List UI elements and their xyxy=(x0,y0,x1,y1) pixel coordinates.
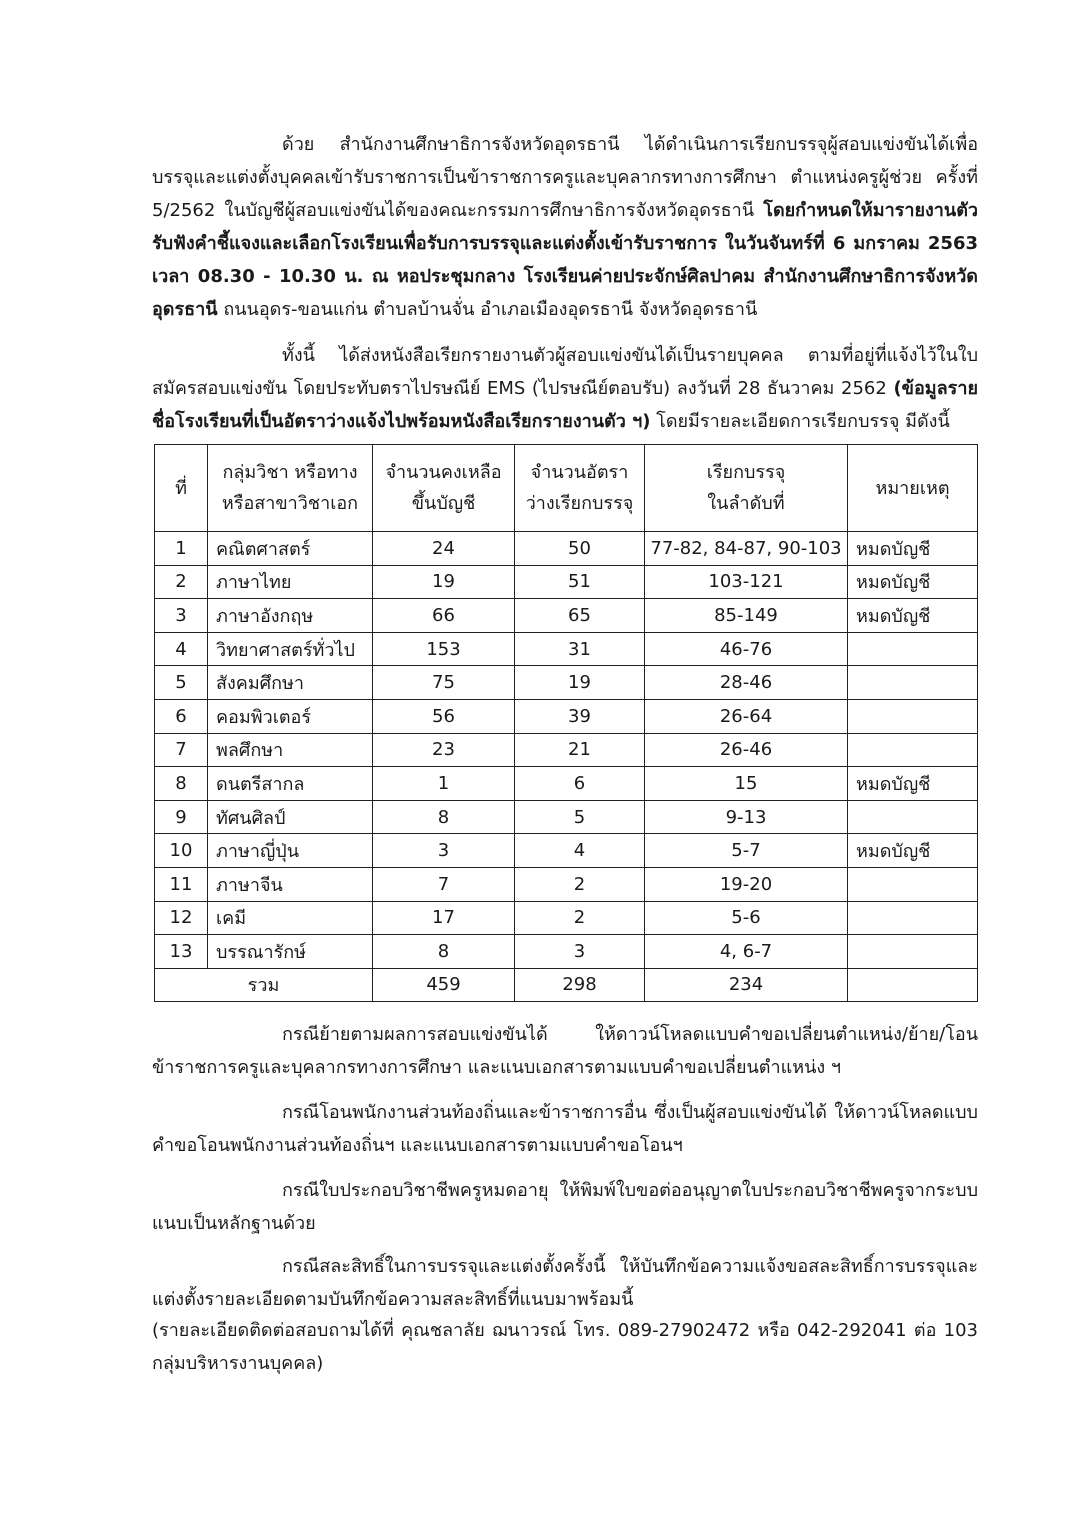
paragraph-notice-sent xyxy=(152,339,978,438)
cell-note: หมดบัญชี xyxy=(848,599,978,633)
header-order: เรียกบรรจุ ในลำดับที่ xyxy=(645,445,848,532)
cell-subject: คอมพิวเตอร์ xyxy=(208,699,373,733)
cell-subject: บรรณารักษ์ xyxy=(208,935,373,969)
cell-vacancies: 6 xyxy=(515,767,645,801)
cell-vacancies: 4 xyxy=(515,834,645,868)
table-row xyxy=(155,532,978,566)
cell-remaining: 19 xyxy=(373,565,515,599)
paragraph-contact xyxy=(152,1314,978,1380)
total-order: 234 xyxy=(645,968,848,1001)
cell-note: หมดบัญชี xyxy=(848,834,978,868)
cell-order: 103-121 xyxy=(645,565,848,599)
cell-note xyxy=(848,666,978,700)
cell-note xyxy=(848,867,978,901)
total-label: รวม xyxy=(155,968,373,1001)
cell-no: 5 xyxy=(155,666,208,700)
header-note: หมายเหตุ xyxy=(848,445,978,532)
cell-note xyxy=(848,733,978,767)
announcement-address: ถนนอุดร-ขอนแก่น ตำบลบ้านจั่น อำเภอเมืองอุดรธานี จังหวัดอุดรธานี xyxy=(223,299,758,320)
cell-subject: คณิตศาสตร์ xyxy=(208,532,373,566)
cell-subject: ดนตรีสากล xyxy=(208,767,373,801)
cell-no: 10 xyxy=(155,834,208,868)
cell-vacancies: 3 xyxy=(515,935,645,969)
header-subject: กลุ่มวิชา หรือทาง หรือสาขาวิชาเอก xyxy=(208,445,373,532)
cell-remaining: 8 xyxy=(373,935,515,969)
cell-vacancies: 50 xyxy=(515,532,645,566)
cell-subject: เคมี xyxy=(208,901,373,935)
cell-remaining: 7 xyxy=(373,867,515,901)
allocation-table xyxy=(154,444,978,1002)
contact-text: (รายละเอียดติดต่อสอบถามได้ที่ คุณชลาลัย ฌนาวรณ์ โทร. 089-27902472 หรือ 042-292041 ต่อ 103 กลุ่มบริหารงานบุคคล) xyxy=(152,1320,978,1374)
cell-subject: ภาษาญี่ปุ่น xyxy=(208,834,373,868)
paragraph-local-staff xyxy=(152,1096,978,1162)
cell-order: 19-20 xyxy=(645,867,848,901)
cell-note xyxy=(848,800,978,834)
announcement-text: ด้วย สำนักงานศึกษาธิการจังหวัดอุดรธานี ได้ดำเนินการเรียกบรรจุผู้สอบแข่งขันได้เพื่อบรรจุและแต่งตั้งบุคคลเข้ารับราชการเป็นข้าราชการครูและบุคลากรทางการศึกษา ตำแหน่งครูผู้ช่วย ครั้งที่ 5/2562 ในบัญชีผู้สอบแข่งขันได้ของคณะกรรมการศึกษาธิการจังหวัดอุดรธานี xyxy=(152,134,978,221)
cell-no: 2 xyxy=(155,565,208,599)
table-row xyxy=(155,699,978,733)
cell-order: 46-76 xyxy=(645,632,848,666)
table-total-row xyxy=(155,968,978,1001)
announcement-schedule-bold: โดยกำหนดให้มารายงานตัวรับฟังคำชี้แจงและเลือกโรงเรียนเพื่อรับการบรรจุและแต่งตั้งเข้ารับราชการ ในวันจันทร์ที่ 6 มกราคม 2563 เวลา 08.30 - 10.30 น. ณ หอประชุมกลาง โรงเรียนค่ายประจักษ์ศิลปาคม สำนักงานศึกษาธิการจังหวัดอุดรธานี xyxy=(152,200,978,320)
table-row xyxy=(155,800,978,834)
cell-no: 1 xyxy=(155,532,208,566)
cell-vacancies: 19 xyxy=(515,666,645,700)
cell-order: 26-64 xyxy=(645,699,848,733)
cell-subject: วิทยาศาสตร์ทั่วไป xyxy=(208,632,373,666)
cell-no: 3 xyxy=(155,599,208,633)
header-vacancies: จำนวนอัตรา ว่างเรียกบรรจุ xyxy=(515,445,645,532)
header-no: ที่ xyxy=(155,445,208,532)
cell-vacancies: 2 xyxy=(515,867,645,901)
license-text: กรณีใบประกอบวิชาชีพครูหมดอายุ ให้พิมพ์ใบขอต่ออนุญาตใบประกอบวิชาชีพครูจากระบบแนบเป็นหลักฐานด้วย xyxy=(152,1180,978,1234)
total-remaining: 459 xyxy=(373,968,515,1001)
cell-subject: สังคมศึกษา xyxy=(208,666,373,700)
cell-note: หมดบัญชี xyxy=(848,767,978,801)
cell-order: 28-46 xyxy=(645,666,848,700)
waiver-text: กรณีสละสิทธิ์ในการบรรจุและแต่งตั้งครั้งนี้ ให้บันทึกข้อความแจ้งขอสละสิทธิ์การบรรจุและแต่งตั้งรายละเอียดตามบันทึกข้อความสละสิทธิ์ที่แนบมาพร้อมนี้ xyxy=(152,1256,978,1310)
cell-vacancies: 51 xyxy=(515,565,645,599)
cell-order: 26-46 xyxy=(645,733,848,767)
cell-order: 5-7 xyxy=(645,834,848,868)
notice-school-list-bold: (ข้อมูลรายชื่อโรงเรียนที่เป็นอัตราว่างแจ้งไปพร้อมหนังสือเรียกรายงานตัว ฯ) xyxy=(152,378,978,432)
cell-vacancies: 5 xyxy=(515,800,645,834)
notice-details-intro: โดยมีรายละเอียดการเรียกบรรจุ มีดังนี้ xyxy=(656,411,950,432)
table-row xyxy=(155,935,978,969)
cell-order: 5-6 xyxy=(645,901,848,935)
cell-remaining: 23 xyxy=(373,733,515,767)
cell-order: 77-82, 84-87, 90-103 xyxy=(645,532,848,566)
cell-subject: ทัศนศิลป์ xyxy=(208,800,373,834)
table-row xyxy=(155,867,978,901)
cell-note: หมดบัญชี xyxy=(848,532,978,566)
header-remaining: จำนวนคงเหลือ ขึ้นบัญชี xyxy=(373,445,515,532)
cell-remaining: 3 xyxy=(373,834,515,868)
table-header-row xyxy=(155,445,978,532)
cell-no: 9 xyxy=(155,800,208,834)
cell-order: 9-13 xyxy=(645,800,848,834)
cell-vacancies: 65 xyxy=(515,599,645,633)
cell-no: 13 xyxy=(155,935,208,969)
cell-remaining: 75 xyxy=(373,666,515,700)
cell-note xyxy=(848,935,978,969)
local-staff-text: กรณีโอนพนักงานส่วนท้องถิ่นและข้าราชการอื่น ซึ่งเป็นผู้สอบแข่งขันได้ ให้ดาวน์โหลดแบบคำขอโอนพนักงานส่วนท้องถิ่นฯ และแนบเอกสารตามแบบคำขอโอนฯ xyxy=(152,1102,978,1156)
paragraph-transfer xyxy=(152,1018,978,1084)
cell-vacancies: 31 xyxy=(515,632,645,666)
paragraph-announcement xyxy=(152,128,978,326)
table-row xyxy=(155,565,978,599)
cell-no: 6 xyxy=(155,699,208,733)
cell-vacancies: 2 xyxy=(515,901,645,935)
cell-subject: พลศึกษา xyxy=(208,733,373,767)
transfer-text: กรณีย้ายตามผลการสอบแข่งขันได้ ให้ดาวน์โหลดแบบคำขอเปลี่ยนตำแหน่ง/ย้าย/โอนข้าราชการครูและบุคลากรทางการศึกษา และแนบเอกสารตามแบบคำขอเปลี่ยนตำแหน่ง ฯ xyxy=(152,1024,978,1078)
table-row xyxy=(155,599,978,633)
cell-note: หมดบัญชี xyxy=(848,565,978,599)
cell-order: 15 xyxy=(645,767,848,801)
cell-subject: ภาษาไทย xyxy=(208,565,373,599)
cell-remaining: 8 xyxy=(373,800,515,834)
cell-order: 85-149 xyxy=(645,599,848,633)
cell-subject: ภาษาอังกฤษ xyxy=(208,599,373,633)
paragraph-license-expired xyxy=(152,1174,978,1240)
cell-remaining: 24 xyxy=(373,532,515,566)
cell-note xyxy=(848,901,978,935)
table-row xyxy=(155,901,978,935)
cell-remaining: 153 xyxy=(373,632,515,666)
cell-no: 11 xyxy=(155,867,208,901)
cell-subject: ภาษาจีน xyxy=(208,867,373,901)
notice-text: ทั้งนี้ ได้ส่งหนังสือเรียกรายงานตัวผู้สอบแข่งขันได้เป็นรายบุคคล ตามที่อยู่ที่แจ้งไว้ในใบสมัครสอบแข่งขัน โดยประทับตราไปรษณีย์ EMS (ไปรษณีย์ตอบรับ) ลงวันที่ 28 ธันวาคม 2562 xyxy=(152,345,978,399)
cell-remaining: 66 xyxy=(373,599,515,633)
cell-remaining: 17 xyxy=(373,901,515,935)
cell-no: 7 xyxy=(155,733,208,767)
table-row xyxy=(155,666,978,700)
cell-note xyxy=(848,699,978,733)
cell-no: 8 xyxy=(155,767,208,801)
table-row xyxy=(155,767,978,801)
cell-vacancies: 21 xyxy=(515,733,645,767)
table-row xyxy=(155,834,978,868)
cell-remaining: 56 xyxy=(373,699,515,733)
total-vacancies: 298 xyxy=(515,968,645,1001)
cell-note xyxy=(848,632,978,666)
table-row xyxy=(155,632,978,666)
cell-no: 4 xyxy=(155,632,208,666)
cell-no: 12 xyxy=(155,901,208,935)
table-row xyxy=(155,733,978,767)
cell-order: 4, 6-7 xyxy=(645,935,848,969)
paragraph-waiver xyxy=(152,1250,978,1316)
cell-vacancies: 39 xyxy=(515,699,645,733)
total-note xyxy=(848,968,978,1001)
cell-remaining: 1 xyxy=(373,767,515,801)
